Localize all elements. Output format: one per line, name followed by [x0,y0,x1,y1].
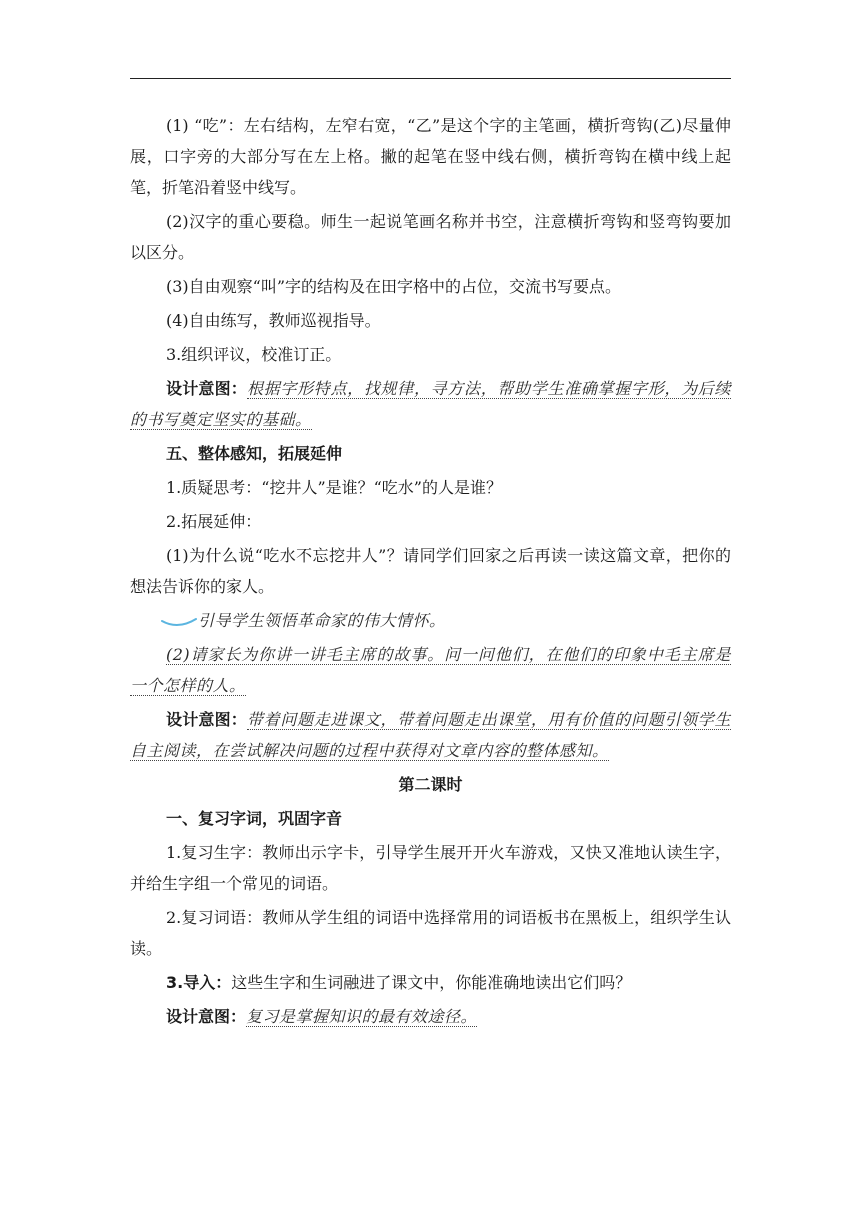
design-intent-label: 设计意图： [166,379,247,398]
handwritten-note: 带着问题走进课文，带着问题走出课堂，用有价值的问题引领学生自主阅读，在尝试解决问题的过程中获得对文章内容的整体感知。 [130,710,731,760]
header-rule [130,78,731,79]
highlight-stroke-icon [160,616,198,628]
paragraph [130,967,731,998]
annotation-line [130,605,731,636]
paragraph: (2)汉字的重心要稳。师生一起说笔画名称并书空，注意横折弯钩和竖弯钩要加以区分。 [130,212,731,262]
paragraph: 2.复习词语：教师从学生组的词语中选择常用的词语板书在黑板上，组织学生认读。 [130,908,731,958]
handwritten-note: (2)请家长为你讲一讲毛主席的故事。问一问他们，在他们的印象中毛主席是一个怎样的人。 [130,645,731,695]
paragraph: (1)为什么说“吃水不忘挖井人”？请同学们回家之后再读一读这篇文章，把你的想法告诉你的家人。 [130,546,731,596]
design-intent [130,373,731,435]
handwritten-note: 引导学生领悟革命家的伟大情怀。 [198,611,446,630]
handwritten-note: 复习是掌握知识的最有效途径。 [246,1007,478,1026]
paragraph [130,639,731,701]
design-intent-label: 设计意图： [166,710,247,729]
paragraph: (3)自由观察“叫”字的结构及在田字格中的占位，交流书写要点。 [166,277,622,296]
design-intent [130,1001,731,1032]
step-label: 3.导入： [166,973,232,992]
section-heading: 一、复习字词，巩固字音 [166,809,343,828]
paragraph: 1.复习生字：教师出示字卡，引导学生展开开火车游戏，又快又准地认读生字，并给生字组一个常见的词语。 [130,843,731,893]
handwritten-note: 根据字形特点，找规律，寻方法，帮助学生准确掌握字形，为后续的书写奠定坚实的基础。 [130,379,731,429]
paragraph: (1) “吃”：左右结构，左窄右宽，“乙”是这个字的主笔画，横折弯钩(乙)尽量伸展，口字旁的大部分写在左上格。撇的起笔在竖中线右侧，横折弯钩在横中线上起笔，折笔沿着竖中线写。 [130,116,731,197]
step-text: 这些生字和生词融进了课文中，你能准确地读出它们吗？ [231,973,632,992]
design-intent-label: 设计意图： [166,1007,247,1026]
design-intent [130,704,731,766]
paragraph: 3.组织评议，校准订正。 [166,345,342,364]
lesson-title: 第二课时 [398,775,463,794]
paragraph: 1.质疑思考：“挖井人”是谁？“吃水”的人是谁？ [166,478,502,497]
paragraph: 2.拓展延伸： [166,512,262,531]
document-body [130,110,731,1032]
section-heading: 五、整体感知，拓展延伸 [166,444,343,463]
paragraph: (4)自由练写，教师巡视指导。 [166,311,381,330]
